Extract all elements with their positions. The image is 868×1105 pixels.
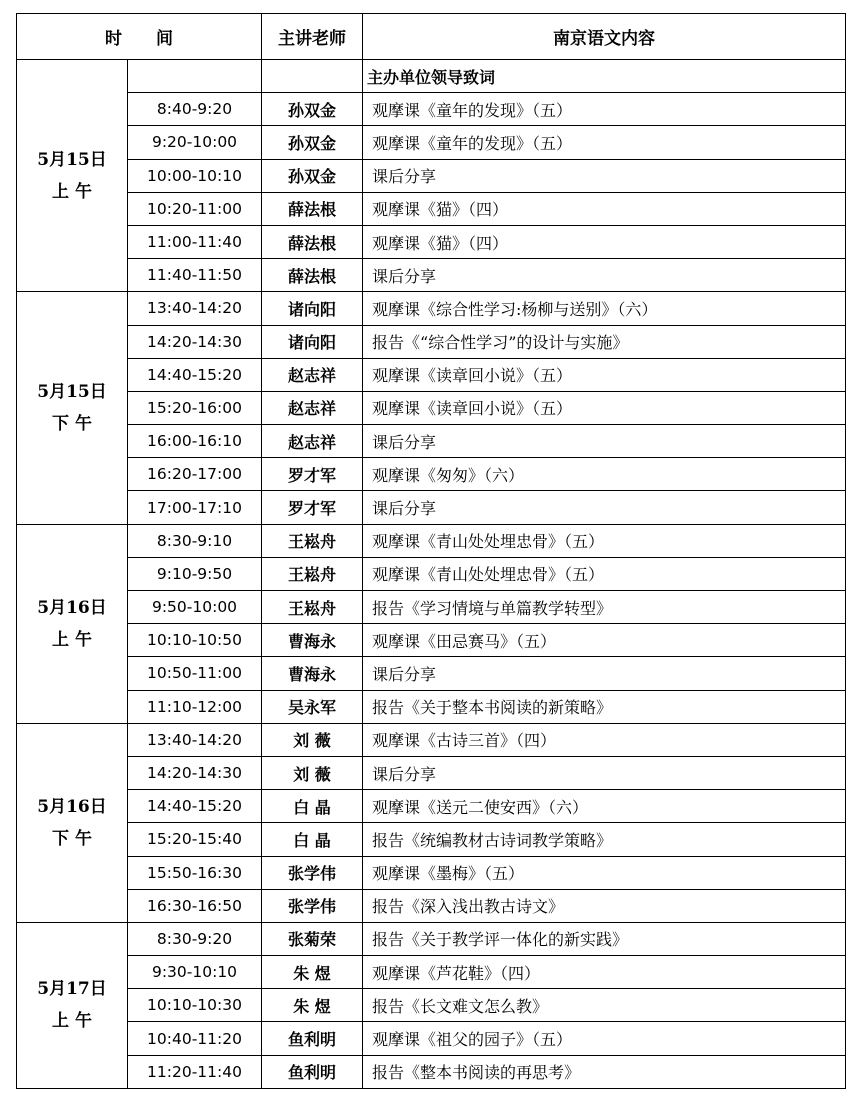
- session-half-day: 上 午: [52, 181, 92, 202]
- teacher-cell: 薛法根: [262, 259, 363, 292]
- content-cell: 报告《整本书阅读的再思考》: [363, 1055, 846, 1088]
- table-row: [17, 1022, 846, 1055]
- content-cell: 课后分享: [363, 756, 846, 789]
- session-date: 5月15日: [37, 149, 107, 170]
- teacher-cell: 孙双金: [262, 126, 363, 159]
- table-row: [17, 491, 846, 524]
- table-row: [17, 989, 846, 1022]
- teacher-cell: 赵志祥: [262, 358, 363, 391]
- content-cell: 观摩课《芦花鞋》（四）: [363, 956, 846, 989]
- teacher-cell: 朱 煜: [262, 956, 363, 989]
- time-cell: 9:30-10:10: [128, 956, 262, 989]
- teacher-cell: 张学伟: [262, 856, 363, 889]
- session-half-day: 上 午: [52, 629, 92, 650]
- teacher-cell: 刘 薇: [262, 756, 363, 789]
- time-cell: 14:40-15:20: [128, 790, 262, 823]
- time-cell: 10:20-11:00: [128, 192, 262, 225]
- content-cell: 观摩课《送元二使安西》（六）: [363, 790, 846, 823]
- table-row: [17, 60, 846, 93]
- table-row: [17, 557, 846, 590]
- teacher-cell: 张菊荣: [262, 922, 363, 955]
- header-row: [17, 14, 846, 60]
- teacher-cell: 赵志祥: [262, 425, 363, 458]
- teacher-cell: 薛法根: [262, 192, 363, 225]
- session-half-day: 上 午: [52, 1011, 92, 1032]
- time-cell: 14:20-14:30: [128, 756, 262, 789]
- content-cell: 报告《“综合性学习”的设计与实施》: [363, 325, 846, 358]
- table-row: [17, 591, 846, 624]
- time-cell: 9:10-9:50: [128, 557, 262, 590]
- table-row: [17, 458, 846, 491]
- schedule-wrapper: [16, 13, 846, 1089]
- content-cell: 观摩课《墨梅》（五）: [363, 856, 846, 889]
- content-cell: 观摩课《猫》（四）: [363, 225, 846, 258]
- session-half-day: 下 午: [52, 413, 92, 434]
- table-row: [17, 192, 846, 225]
- time-cell: 10:40-11:20: [128, 1022, 262, 1055]
- content-cell: 课后分享: [363, 491, 846, 524]
- teacher-cell: 张学伟: [262, 889, 363, 922]
- teacher-cell: 鱼利明: [262, 1022, 363, 1055]
- teacher-cell: 诸向阳: [262, 292, 363, 325]
- time-cell: 11:20-11:40: [128, 1055, 262, 1088]
- table-row: [17, 657, 846, 690]
- table-row: [17, 159, 846, 192]
- content-cell: 观摩课《祖父的园子》（五）: [363, 1022, 846, 1055]
- content-cell: 观摩课《匆匆》（六）: [363, 458, 846, 491]
- content-cell: 观摩课《青山处处埋忠骨》（五）: [363, 524, 846, 557]
- session-date: 5月15日: [37, 381, 107, 402]
- time-cell: [128, 60, 262, 93]
- teacher-cell: 罗才军: [262, 491, 363, 524]
- table-row: [17, 756, 846, 789]
- content-cell: 观摩课《田忌赛马》（五）: [363, 624, 846, 657]
- time-cell: 10:00-10:10: [128, 159, 262, 192]
- time-cell: 9:50-10:00: [128, 591, 262, 624]
- content-cell: 观摩课《读章回小说》（五）: [363, 358, 846, 391]
- header-time: 时 间: [17, 14, 262, 60]
- teacher-cell: 孙双金: [262, 93, 363, 126]
- content-cell: 观摩课《童年的发现》（五）: [363, 93, 846, 126]
- time-cell: 11:00-11:40: [128, 225, 262, 258]
- table-row: [17, 292, 846, 325]
- table-row: [17, 1055, 846, 1088]
- table-row: [17, 425, 846, 458]
- time-cell: 16:20-17:00: [128, 458, 262, 491]
- session-date-cell: [17, 723, 128, 922]
- content-cell: 观摩课《读章回小说》（五）: [363, 391, 846, 424]
- teacher-cell: 王崧舟: [262, 591, 363, 624]
- time-cell: 13:40-14:20: [128, 723, 262, 756]
- table-row: [17, 259, 846, 292]
- header-content: 南京语文内容: [363, 14, 846, 60]
- time-cell: 14:40-15:20: [128, 358, 262, 391]
- content-cell: 报告《关于教学评一体化的新实践》: [363, 922, 846, 955]
- session-date-cell: [17, 524, 128, 723]
- content-cell: 报告《关于整本书阅读的新策略》: [363, 690, 846, 723]
- teacher-cell: [262, 60, 363, 93]
- session-half-day: 下 午: [52, 828, 92, 849]
- table-row: [17, 391, 846, 424]
- teacher-cell: 诸向阳: [262, 325, 363, 358]
- teacher-cell: 刘 薇: [262, 723, 363, 756]
- time-cell: 11:40-11:50: [128, 259, 262, 292]
- content-cell: 课后分享: [363, 259, 846, 292]
- time-cell: 15:20-16:00: [128, 391, 262, 424]
- session-date-cell: [17, 292, 128, 524]
- teacher-cell: 白 晶: [262, 823, 363, 856]
- table-row: [17, 325, 846, 358]
- session-date: 5月16日: [37, 597, 107, 618]
- time-cell: 10:10-10:50: [128, 624, 262, 657]
- time-cell: 14:20-14:30: [128, 325, 262, 358]
- content-cell: 课后分享: [363, 159, 846, 192]
- table-row: [17, 126, 846, 159]
- time-cell: 8:40-9:20: [128, 93, 262, 126]
- table-row: [17, 93, 846, 126]
- session-date-cell: [17, 922, 128, 1088]
- content-cell: 主办单位领导致词: [363, 60, 846, 93]
- table-row: [17, 889, 846, 922]
- time-cell: 9:20-10:00: [128, 126, 262, 159]
- content-cell: 报告《长文难文怎么教》: [363, 989, 846, 1022]
- table-row: [17, 956, 846, 989]
- teacher-cell: 鱼利明: [262, 1055, 363, 1088]
- content-cell: 观摩课《古诗三首》（四）: [363, 723, 846, 756]
- time-cell: 17:00-17:10: [128, 491, 262, 524]
- content-cell: 报告《统编教材古诗词教学策略》: [363, 823, 846, 856]
- content-cell: 报告《学习情境与单篇教学转型》: [363, 591, 846, 624]
- time-cell: 10:10-10:30: [128, 989, 262, 1022]
- session-date: 5月17日: [37, 979, 107, 1000]
- time-cell: 16:00-16:10: [128, 425, 262, 458]
- content-cell: 课后分享: [363, 657, 846, 690]
- content-cell: 课后分享: [363, 425, 846, 458]
- session-date: 5月16日: [37, 796, 107, 817]
- time-cell: 15:50-16:30: [128, 856, 262, 889]
- time-cell: 8:30-9:10: [128, 524, 262, 557]
- time-cell: 15:20-15:40: [128, 823, 262, 856]
- teacher-cell: 白 晶: [262, 790, 363, 823]
- teacher-cell: 朱 煜: [262, 989, 363, 1022]
- content-cell: 报告《深入浅出教古诗文》: [363, 889, 846, 922]
- teacher-cell: 罗才军: [262, 458, 363, 491]
- teacher-cell: 曹海永: [262, 624, 363, 657]
- teacher-cell: 王崧舟: [262, 557, 363, 590]
- table-row: [17, 624, 846, 657]
- content-cell: 观摩课《青山处处埋忠骨》（五）: [363, 557, 846, 590]
- time-cell: 11:10-12:00: [128, 690, 262, 723]
- schedule-body: [17, 60, 846, 1089]
- session-date-cell: [17, 60, 128, 292]
- table-row: [17, 823, 846, 856]
- table-row: [17, 524, 846, 557]
- teacher-cell: 王崧舟: [262, 524, 363, 557]
- table-row: [17, 856, 846, 889]
- teacher-cell: 孙双金: [262, 159, 363, 192]
- table-row: [17, 723, 846, 756]
- teacher-cell: 薛法根: [262, 225, 363, 258]
- content-cell: 观摩课《猫》（四）: [363, 192, 846, 225]
- teacher-cell: 赵志祥: [262, 391, 363, 424]
- time-cell: 8:30-9:20: [128, 922, 262, 955]
- content-cell: 观摩课《童年的发现》（五）: [363, 126, 846, 159]
- time-cell: 10:50-11:00: [128, 657, 262, 690]
- table-row: [17, 225, 846, 258]
- table-row: [17, 922, 846, 955]
- teacher-cell: 曹海永: [262, 657, 363, 690]
- table-row: [17, 790, 846, 823]
- header-teacher: 主讲老师: [262, 14, 363, 60]
- time-cell: 16:30-16:50: [128, 889, 262, 922]
- teacher-cell: 吴永军: [262, 690, 363, 723]
- schedule-table: [16, 13, 846, 1089]
- table-row: [17, 690, 846, 723]
- time-cell: 13:40-14:20: [128, 292, 262, 325]
- table-row: [17, 358, 846, 391]
- content-cell: 观摩课《综合性学习:杨柳与送别》（六）: [363, 292, 846, 325]
